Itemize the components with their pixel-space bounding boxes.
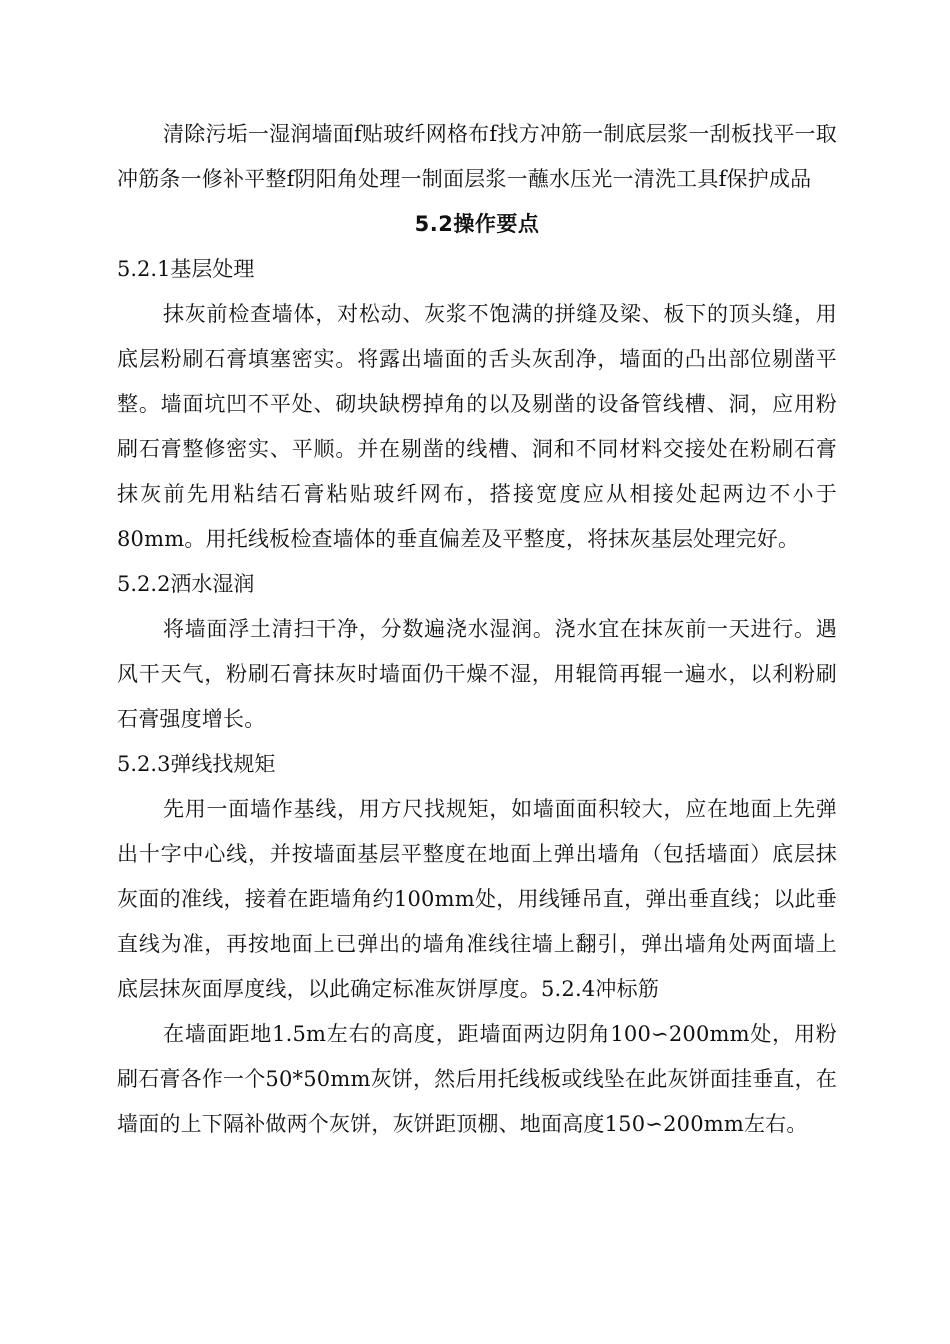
- final-paragraph: 在墙面距地1.5m左右的高度，距墙面两边阴角100∽200mm处，用粉刷石膏各作一个50*50mm灰饼，然后用托线板或线坠在此灰饼面挂垂直，在墙面的上下隔补做两个灰饼，灰饼距顶棚、地面高度150∽200mm左右。: [117, 1022, 837, 1136]
- subsection-body-base-treatment: 抹灰前检查墙体，对松动、灰浆不饱满的拼缝及梁、板下的顶头缝，用底层粉刷石膏填塞密实。将露出墙面的舌头灰刮净，墙面的凸出部位剔凿平整。墙面坑凹不平处、砌块缺楞掉角的以及剔凿的设备管线槽、洞，应用粉刷石膏整修密实、平顺。并在剔凿的线槽、洞和不同材料交接处在粉刷石膏抹灰前先用粘结石膏粘贴玻纤网布，搭接宽度应从相接处起两边不小于80mm。用托线板检查墙体的垂直偏差及平整度，将抹灰基层处理完好。: [117, 302, 837, 551]
- intro-paragraph: 清除污垢一湿润墙面f贴玻纤网格布f找方冲筋一制底层浆一刮板找平一取冲筋条一修补平整f阴阳角处理一制面层浆一蘸水压光一清洗工具f保护成品: [117, 122, 837, 191]
- subsection-body-line-marking: 先用一面墙作基线，用方尺找规矩，如墙面面积较大，应在地面上先弹出十字中心线，并按墙面基层平整度在地面上弹出墙角（包括墙面）底层抹灰面的准线，接着在距墙角约100mm处，用线锤吊直，弹出垂直线；以此垂直线为准，再按地面上已弹出的墙角准线往墙上翻引，弹出墙角处两面墙上底层抹灰面厚度线，以此确定标准灰饼厚度。5.2.4冲标筋: [117, 797, 837, 1001]
- subsection-heading-line-marking: 5.2.3弹线找规矩: [117, 752, 276, 776]
- subsection-heading-wetting: 5.2.2洒水湿润: [117, 572, 255, 596]
- document-page: [117, 112, 837, 1147]
- subsection-body-wetting: 将墙面浮土清扫干净，分数遍浇水湿润。浇水宜在抹灰前一天进行。遇风干天气，粉刷石膏抹灰时墙面仍干燥不湿，用辊筒再辊一遍水，以利粉刷石膏强度增长。: [117, 617, 837, 731]
- subsection-heading-base-treatment: 5.2.1基层处理: [117, 257, 255, 281]
- section-title: 5.2操作要点: [414, 212, 540, 236]
